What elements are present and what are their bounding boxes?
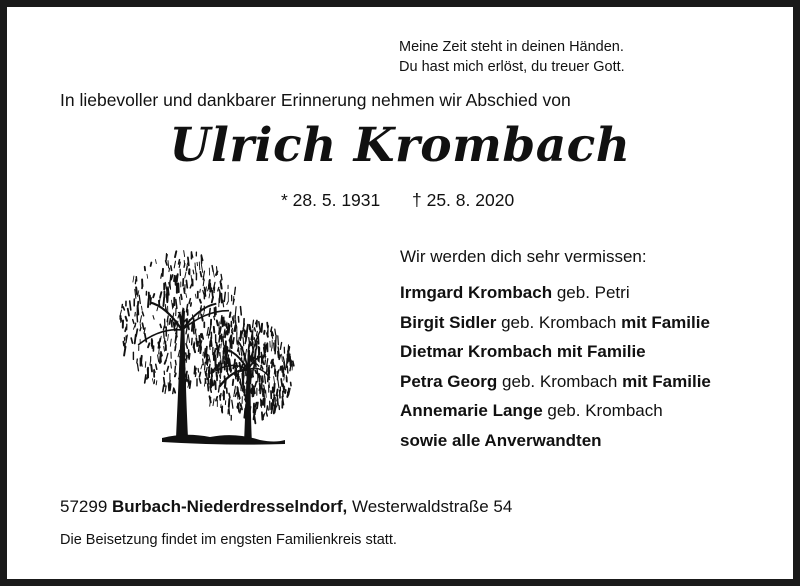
mourner-name: Birgit Sidler	[400, 312, 497, 332]
verse-line-1: Meine Zeit steht in deinen Händen.	[399, 39, 624, 55]
bible-verse	[399, 37, 625, 77]
funeral-note: Die Beisetzung findet im engsten Familienkreis statt.	[60, 532, 397, 548]
address	[60, 497, 512, 517]
mourners-list	[400, 246, 711, 459]
trees-icon	[110, 240, 310, 450]
mourner-row	[400, 282, 711, 312]
mourner-row	[400, 312, 711, 342]
address-town: Burbach-Niederdresselndorf,	[112, 497, 348, 516]
mourner-name: Petra Georg	[400, 371, 498, 391]
mourner-row	[400, 400, 711, 430]
mourner-family: mit Familie	[621, 312, 710, 332]
mourner-row	[400, 341, 711, 371]
mourner-maiden-name: geb. Krombach	[502, 371, 618, 391]
birth-date: * 28. 5. 1931	[281, 190, 381, 210]
address-street: Westerwaldstraße 54	[351, 497, 513, 516]
verse-line-2: Du hast mich erlöst, du treuer Gott.	[399, 59, 625, 75]
mourner-family: mit Familie	[622, 371, 711, 391]
deceased-name: Ulrich Krombach	[169, 118, 631, 173]
mourner-name: Dietmar Krombach mit Familie	[400, 342, 646, 361]
mourner-row	[400, 371, 711, 401]
mourner-name: Irmgard Krombach	[400, 283, 553, 302]
mourner-row	[400, 430, 711, 460]
mourner-maiden-name: geb. Petri	[556, 283, 630, 302]
death-date: † 25. 8. 2020	[412, 190, 515, 210]
mourners-heading: Wir werden dich sehr vermissen:	[400, 247, 647, 266]
address-zip: 57299	[60, 497, 108, 516]
mourner-maiden-name: geb. Krombach	[501, 312, 617, 332]
mourner-maiden-name: geb. Krombach	[547, 401, 663, 420]
intro-text: In liebevoller und dankbarer Erinnerung nehmen wir Abschied von	[60, 90, 571, 110]
mourner-name: Annemarie Lange	[400, 401, 543, 420]
mourner-relatives: sowie alle Anverwandten	[400, 430, 602, 450]
